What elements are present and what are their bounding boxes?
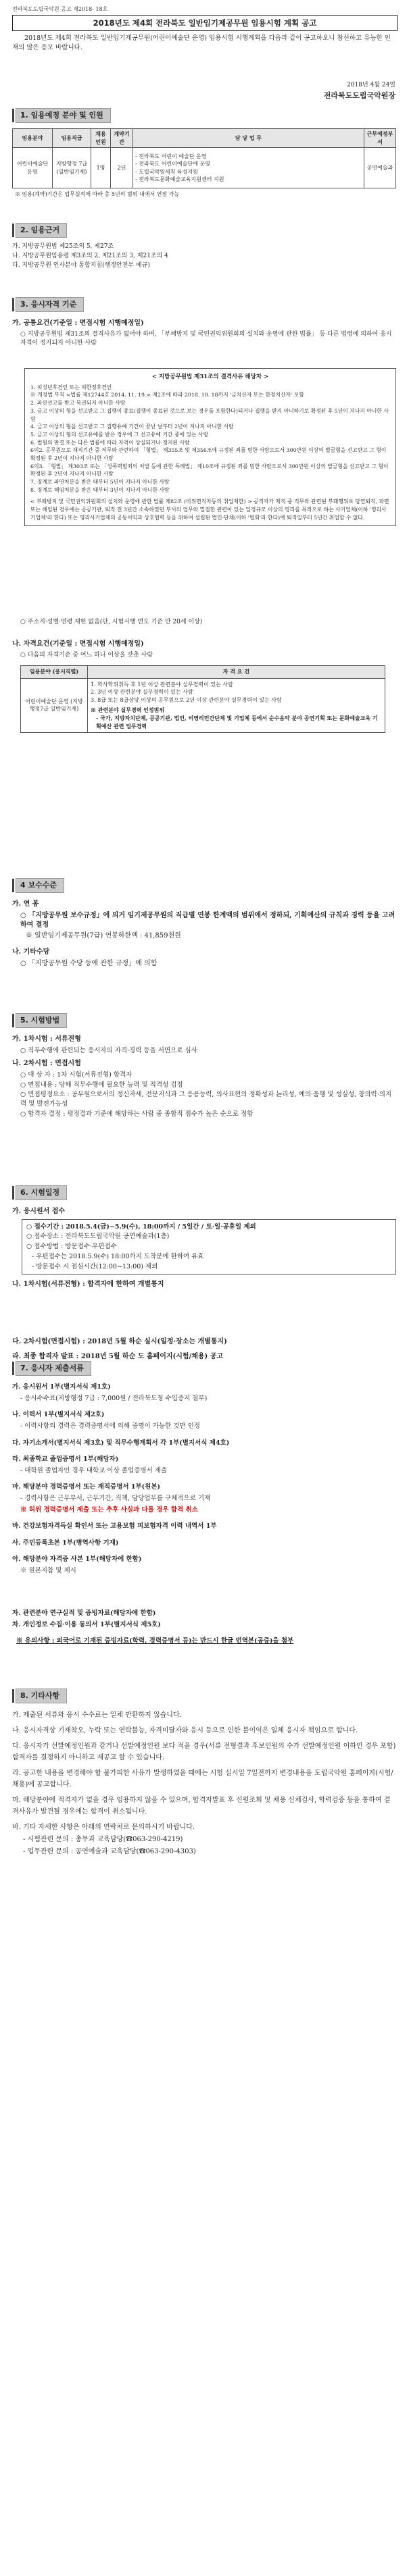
- positions-table: [12, 128, 396, 188]
- section-2-body: 가. 지방공무원법 제25조의 5, 제27조 나. 지방공무원임용령 제3조의 2, 제21조의 3, 제21조의 4 다. 지방공무원 인사분야 통합지침(행정안전부 예규): [12, 243, 168, 269]
- section-3-na: 나. 자격요건(기준일 : 면접시험 시행예정일) ○ 다음의 자격기준 중 어느 하나 이상을 갖춘 사람: [12, 640, 153, 659]
- table-header-row: 임용분야 (응시직렬) 자 격 요 건: [21, 666, 385, 679]
- section-7-body: 가. 응시원서 1부(별지서식 제1호) - 응시수수료(지방행정 7급 : 7,000원 / 전라북도청 수입증지 첨부) 나. 이력서 1부(별지서식 제2호) - 이력사항의 경력은 경력증명서에 의해 증명이 가능한 것만 인정 다. 자기소개서(별지서식 제3호) 및 직무수행계획서 각 1부(별지서식 제4호) 라. 최종학교 졸업증명서 1부(해당자) - 대학원 졸업자인 경우 대학교 이상 졸업증명서 제출 마. 해당분야 경력증명서 또는 재직증명서 1부(원본) - 경력사항은 근무부서, 근무기간, 직책, 담당업무를 구체적으로 기재 ※ 허위 경력증명서 제출 또는 추후 사실과 다를 경우 합격 취소 바. 건강보험자격득실 확인서 또는 고용보험 피보험자격 이력 내역서 1부 사. 주민등록초본 1부(병역사항 기재) 아. 해당분야 자격증 사본 1부(해당자에 한함) ※ 원본지참 및 제시: [12, 1383, 230, 1574]
- table-row: 어린이예술단 운영 (지방행정7급 일반임기제) 1. 학사학위취득 후 1년 이상 관련분야 실무경력이 있는 사람 2. 3년 이상 관련분야 실무경력이 있는 사람 3. 8급 또는 8급상당 이상의 공무원으로 2년 이상 관련분야 실무경력이 있는 사람 ※ 관련분야 실무경력 인정범위 - 국가, 지방자치단체, 공공기관, 법인, 비영리민간단체 및 기업체 등에서 순수음악 분야 공연기획 또는 문화예술교육 기획예산 관련 업무경력: [21, 678, 385, 733]
- section-7-extra: 자. 관련분야 연구실적 및 증빙자료(해당자에 한함) 차. 개인정보 수집·이용 동의서 1부(별지서식 제5호) ※ 유의사항 : 외국어로 기재된 증빙자료(학력, 경력증명서 등)는 반드시 한글 번역본(공증)을 첨부: [12, 1609, 294, 1645]
- notice-number: 전라북도도립국악원 공고 제2018- 18호: [12, 6, 108, 12]
- qualification-table: [20, 665, 385, 733]
- notice-date: 2018년 4월 24일: [347, 82, 395, 88]
- section-3-ga: 가. 공통요건(기준일 : 면접시험 시행예정일) ○ 지방공무원법 제31조의 결격사유가 없어야 하며, 「부패방지 및 국민권익위원회의 설치와 운영에 관한 법률」 등 다른 법령에 의하여 응시 자격이 정지되지 아니한 사람: [12, 319, 392, 346]
- age-condition: ○ 주소지·성별·연령 제한 없음(단, 시험시행 연도 기준 만 20세 이상): [20, 619, 203, 625]
- section-2-heading: 2. 임용근거: [12, 223, 67, 238]
- page-title: 2018년도 제4회 전라북도 일반임기제공무원 임용시험 계획 공고: [12, 15, 398, 31]
- table-row: 어린이예술단운영 지방행정 7급 (일반임기제) 1명 2년 - 전라북도 어린이 예술단 운영 - 전라북도 어린이예술단에 운영 - 도립국악원세칙 육성지원 - 전라북도문화예술교육지원센터 지원 공연예술과: [13, 148, 396, 188]
- period-note: ※ 임용(계약)기간은 업무실적에 따라 총 5년의 범위 내에서 연장 가능: [15, 191, 180, 197]
- section-3-heading: 3. 응시자격 기준: [12, 297, 84, 312]
- section-4-heading: 4 보수수준: [12, 878, 64, 893]
- disqualification-box: < 지방공무원법 제31조의 결격사유 해당자 > 1. 피성년후견인 또는 피한정후견인 ※ 개정법 부칙 <법률 제12744호 2014. 11. 19.> 제2조에 따라 2018. 10. 18까지 '금치산자 또는 한정치산자' 포함 2. 파산선고를 받고 복권되지 아니한 사람 3. 금고 이상의 형을 선고받고 그 집행이 종료(집행이 종료된 것으로 보는 경우를 포함한다)되거나 집행을 받지 아니하기로 확정된 후 5년이 지나지 아니한 사람 4. 금고 이상의 형을 선고받고 그 집행유예 기간이 끝난 날부터 2년이 지나지 아니한 사람 5. 금고 이상의 형의 선고유예를 받은 경우에 그 선고유예 기간 중에 있는 사람 6. 법원의 판결 또는 다른 법률에 따라 자격이 상실되거나 정지된 사람 6의2. 공무원으로 재직기간 중 직무와 관련하여 「형법」 제355조 및 제356조에 규정된 죄를 범한 사람으로서 300만원 이상의 벌금형을 선고받고 그 형이 확정된 후 2년이 지나지 아니한 사람 6의3. 「형법」 제303조 또는 「성폭력범죄의 처벌 등에 관한 특례법」 제10조에 규정된 죄를 범한 사람으로서 300만원 이상의 벌금형을 선고받고 그 형이 확정된 후 2년이 지나지 아니한 사람 7. 징계로 파면처분을 받은 때부터 5년이 지나지 아니한 사람 8. 징계로 해임처분을 받은 때부터 3년이 지나지 아니한 사람 < 부패방지 및 국민권익위원회의 설치와 운영에 관한 법률 제82조 (비위면직자등의 취업제한) > 공직자가 재직 중 직무와 관련된 부패행위로 당연퇴직, 파면 또는 해임된 경우에는 공공기관, 퇴직 전 3년간 소속하였던 부서의 업무와 밀접한 관련이 있는 일정규모 이상의 영리를 목적으로 하는 사기업체(이하 '영리사기업체'라 한다) 또는 영리사기업체의 공동이익과 상호협력 등을 위하여 설립된 법인·단체(이하 '협회'라 한다)에 퇴직일부터 5년간 취업할 수 없다.: [24, 368, 396, 526]
- section-5-body: 가. 1차시험 : 서류전형 ○ 직무수행에 관련되는 응시자의 자격·경력 등을 서면으로 심사 나. 2차시험 : 면접시험 ○ 대 상 자 : 1차 시험(서류전형) 합격자 ○ 면접내용 : 당해 직무수행에 필요한 능력 및 적격성 검정 ○ 면접평정요소 : 공무원으로서의 정신자세, 전문지식과 그 응용능력, 의사표현의 정확성과 논리성, 예의·품행 및 성실성, 창의력·의지력 및 발전가능성 ○ 합격자 결정 : 평정결과 기준에 해당하는 사람 중 종합적 점수가 높은 순으로 정함: [12, 1035, 392, 1118]
- signer: 전라북도도립국악원장: [323, 91, 395, 100]
- section-7-heading: 7. 응시자 제출서류: [12, 1361, 91, 1376]
- intro-text: 2018년도 제4회 전라북도 일반임기제공무원(어린이예술단 운영) 임용시험 시행계획을 다음과 같이 공고하오니 참신하고 유능한 인재의 많은 응모 바랍니다.: [12, 34, 391, 51]
- section-1-heading: 1. 임용예정 분야 및 인원: [12, 108, 111, 123]
- section-8-heading: 8. 기타사항: [12, 1689, 67, 1703]
- section-5-heading: 5. 시험방법: [12, 1013, 67, 1028]
- section-6-heading: 6. 시험일정: [12, 1185, 67, 1200]
- section-6-body: 가. 응시원서 접수 ○ 접수기간 : 2018.5.4(금)~5.9(수), 18:00까지 / 5일간 / 토·일·공휴일 제외 ○ 접수장소 : 전라북도도립국악원 공연예술과(1층) ○ 접수방법 : 방문접수·우편접수 - 우편접수는 2018.5.9(수) 18:00까지 도착분에 한하여 유효 - 방문접수 시 점심시간(12:00~13:00) 제외 나. 1차시험(서류전형) : 합격자에 한하여 개별통지 다. 2차시험(면접시험) : 2018년 5월 하순 실시(일정·장소는 개별통지) 라. 최종 합격자 발표 : 2018년 5월 하순 도 홈페이지(시험/채용) 공고: [12, 1206, 396, 1364]
- application-schedule-box: ○ 접수기간 : 2018.5.4(금)~5.9(수), 18:00까지 / 5일간 / 토·일·공휴일 제외 ○ 접수장소 : 전라북도도립국악원 공연예술과(1층) ○ 접수방법 : 방문접수·우편접수 - 우편접수는 2018.5.9(수) 18:00까지 도착분에 한하여 유효 - 방문접수 시 점심시간(12:00~13:00) 제외: [22, 1219, 396, 1275]
- table-header-row: 임용분야 임용직급 채용인원 계약기간 담 당 업 무 근무예정부서: [13, 129, 396, 148]
- section-8-body: 가. 제출된 서류와 응시 수수료는 일체 반환하지 않습니다. 나. 응시자격상 기재착오, 누락 또는 연락불능, 자격미달자와 응시 등으로 인한 불이익은 일체 응시자 책임으로 합니다. 다. 응시자가 선발예정인원과 같거나 선발예정인원 보다 적을 경우(서류 전형결과 후보인원의 수가 선발예정인원 이하인 경우 포함) 합격자를 결정하지 아니하고 재공고 할 수 있습니다. 라. 공고한 내용을 변경해야 할 불가피한 사유가 발생하였을 때에는 시험 실시일 7일전까지 변경내용을 도립국악원 홈페이지(시험/채용)에 공고합니다. 마. 해당분야에 적격자가 없을 경우 임용하지 않을 수 있으며, 합격자발표 후 신원조회 및 채용 신체검사, 학력검증 등을 통하여 결격사유가 발견될 경우에는 합격이 취소됩니다. 바. 기타 자세한 사항은 아래의 연락처로 문의하시기 바랍니다. - 시험관련 문의 : 총무과 교육담당(☎063-290-4219) - 업무관련 문의 : 공연예술과 교육담당(☎063-290-4303): [12, 1711, 396, 1855]
- section-4-body: 가. 연 봉 ○ 「지방공무원 보수규정」에 의거 임기제공무원의 직급별 연봉 한계액의 범위에서 정하되, 기획예산의 규칙과 경력 등을 고려하여 결정 ※ 일반임기제공무원(7급) 연봉하한액 : 41,859천원 나. 기타수당 ○ 「지방공무원 수당 등에 관한 규정」에 의함: [12, 900, 395, 967]
